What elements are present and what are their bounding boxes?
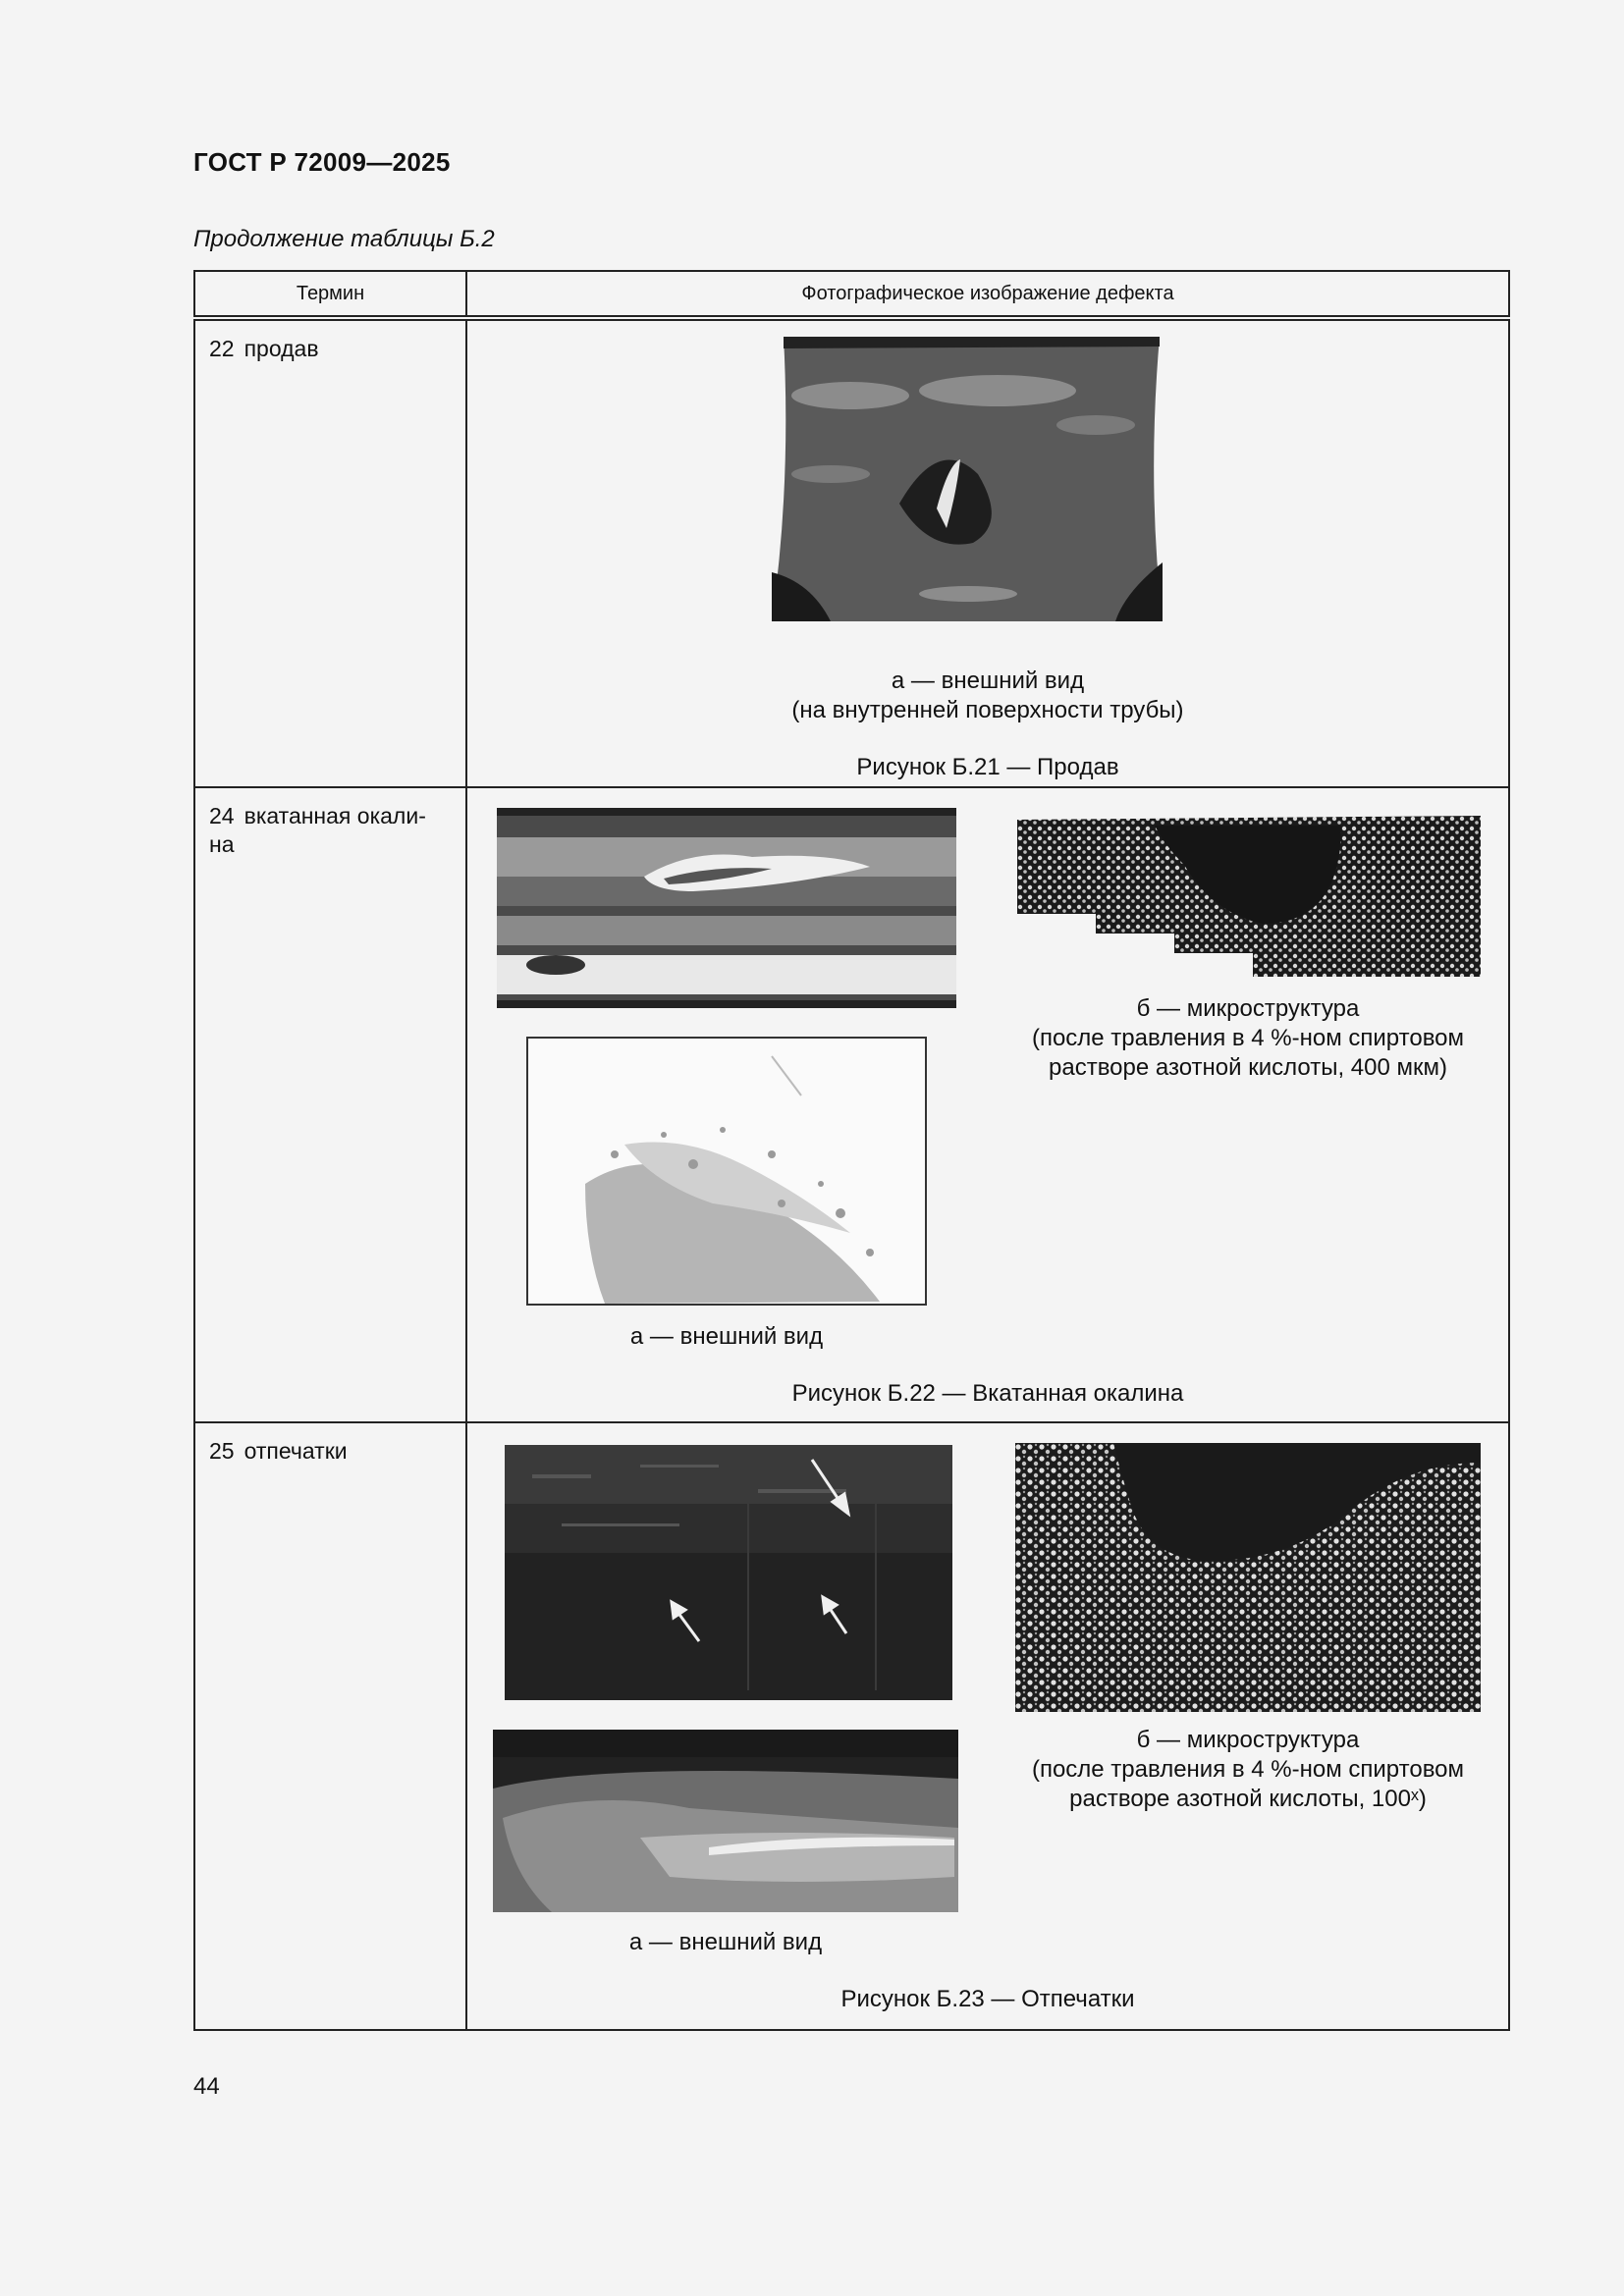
photo-external-view-scale-2 <box>526 1037 927 1306</box>
term-cell <box>195 321 465 363</box>
term-number: 24 <box>209 803 235 828</box>
caption-b-detail-2: растворе азотной кислоты, 100ˣ) <box>1069 1786 1427 1812</box>
table-row <box>194 1422 1509 2030</box>
term-name: отпечатки <box>244 1438 348 1464</box>
term-name: продав <box>244 336 319 361</box>
photo-microstructure <box>1015 1443 1481 1712</box>
table-row <box>194 787 1509 1422</box>
caption-b-detail-2: растворе азотной кислоты, 400 мкм) <box>1049 1054 1447 1081</box>
figure-caption: Рисунок Б.22 — Вкатанная окалина <box>791 1380 1184 1407</box>
document-code: ГОСТ Р 72009—2025 <box>193 147 451 177</box>
caption-a: а — внешний вид <box>629 1323 824 1350</box>
caption-a: а — внешний вид <box>628 1929 823 1955</box>
photo-microstructure <box>1017 806 1481 977</box>
figure-caption: Рисунок Б.21 — Продав <box>856 754 1119 780</box>
caption-b: б — микроструктура <box>1136 1727 1360 1753</box>
photo-external-view-prints-1 <box>503 1445 954 1700</box>
term-number: 22 <box>209 336 235 361</box>
caption-b: б — микроструктура <box>1136 995 1360 1022</box>
term-name: вкатанная окали- <box>244 803 426 828</box>
term-number: 25 <box>209 1438 235 1464</box>
table-continuation-title: Продолжение таблицы Б.2 <box>193 226 495 252</box>
photo-external-view-scale-1 <box>497 808 956 1008</box>
defects-table <box>193 270 1510 2031</box>
figure-caption: Рисунок Б.23 — Отпечатки <box>840 1986 1135 2012</box>
page-number: 44 <box>193 2073 220 2100</box>
photo-external-view-prodav <box>772 337 1164 621</box>
table-header-row <box>194 271 1509 318</box>
column-header-term: Термин <box>194 271 466 318</box>
term-cell <box>195 788 465 859</box>
column-header-photo: Фотографическое изображение дефекта <box>466 271 1509 318</box>
caption-a-detail: (на внутренней поверхности трубы) <box>791 697 1184 723</box>
term-cell <box>195 1423 465 1466</box>
caption-b-detail-1: (после травления в 4 %-ном спиртовом <box>1031 1756 1465 1783</box>
term-name-continued: на <box>209 831 235 857</box>
caption-b-detail-1: (после травления в 4 %-ном спиртовом <box>1031 1025 1465 1051</box>
caption-a: а — внешний вид <box>891 667 1085 694</box>
table-row <box>194 318 1509 787</box>
photo-external-view-prints-2 <box>493 1730 958 1912</box>
